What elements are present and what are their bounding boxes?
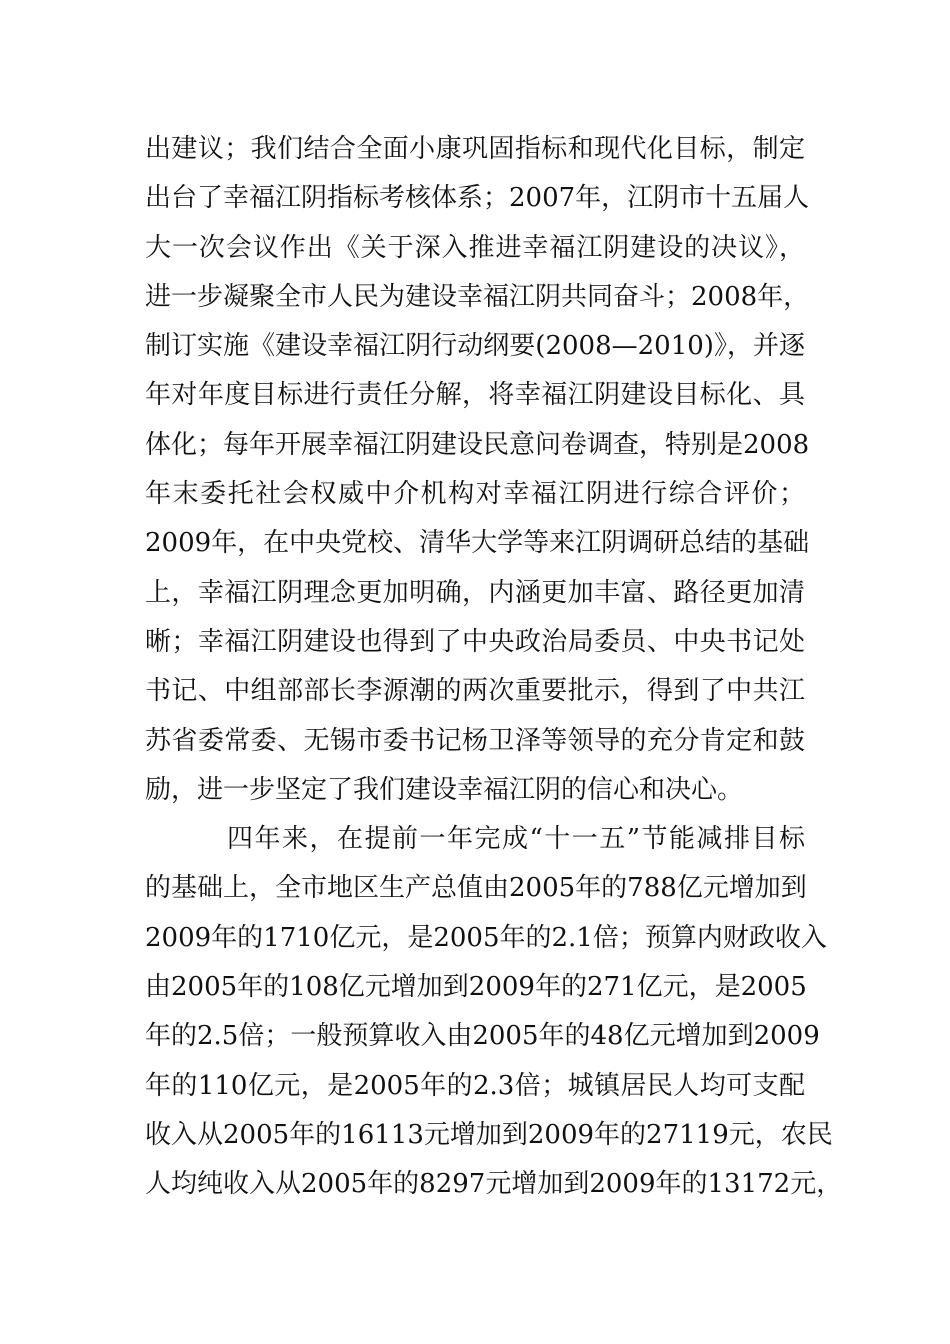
text-line: 大一次会议作出《关于深入推进幸福江阴建设的决议》，: [145, 232, 805, 263]
body-text: [145, 125, 843, 1210]
paragraph-first-line: 四年来，在提前一年完成“十一五”节能减排目标: [227, 824, 805, 855]
text-line: 由2005年的108亿元增加到2009年的271亿元，是2005: [145, 972, 807, 1003]
text-line: 出建议；我们结合全面小康巩固指标和现代化目标，制定: [145, 134, 805, 164]
text-line: 晰；幸福江阴建设也得到了中央政治局委员、中央书记处: [145, 626, 805, 657]
text-line: 苏省委常委、无锡市委书记杨卫泽等领导的充分肯定和鼓: [145, 725, 805, 756]
text-line: 出台了幸福江阴指标考核体系；2007年，江阴市十五届人: [145, 183, 810, 214]
text-line: 年末委托社会权威中介机构对幸福江阴进行综合评价；: [145, 479, 805, 510]
text-line: 体化；每年开展幸福江阴建设民意问卷调查，特别是2008: [145, 429, 810, 460]
text-line: 书记、中组部部长李源潮的两次重要批示，得到了中共江: [145, 676, 805, 707]
text-line: 2009年的1710亿元，是2005年的2.1倍；预算内财政收入: [145, 922, 827, 953]
text-line: 年对年度目标进行责任分解，将幸福江阴建设目标化、具: [145, 380, 805, 411]
text-line: 收入从2005年的16113元增加到2009年的27119元，农民: [145, 1119, 833, 1150]
text-line: 制订实施《建设幸福江阴行动纲要(2008—2010)》，并逐: [145, 331, 805, 362]
text-line: 上，幸福江阴理念更加明确，内涵更加丰富、路径更加清: [145, 577, 805, 608]
text-line: 人均纯收入从2005年的8297元增加到2009年的13172元，: [145, 1169, 843, 1200]
text-line: 年的2.5倍；一般预算收入由2005年的48亿元增加到2009: [145, 1021, 820, 1052]
text-line: 进一步凝聚全市人民为建设幸福江阴共同奋斗；2008年，: [145, 281, 810, 312]
text-line: 的基础上，全市地区生产总值由2005年的788亿元增加到: [145, 873, 807, 904]
text-line: 2009年，在中央党校、清华大学等来江阴调研总结的基础: [145, 528, 810, 559]
text-line: 年的110亿元，是2005年的2.3倍；城镇居民人均可支配: [145, 1070, 805, 1101]
paragraph-end-line: 励，进一步坚定了我们建设幸福江阴的信心和决心。: [145, 774, 744, 805]
